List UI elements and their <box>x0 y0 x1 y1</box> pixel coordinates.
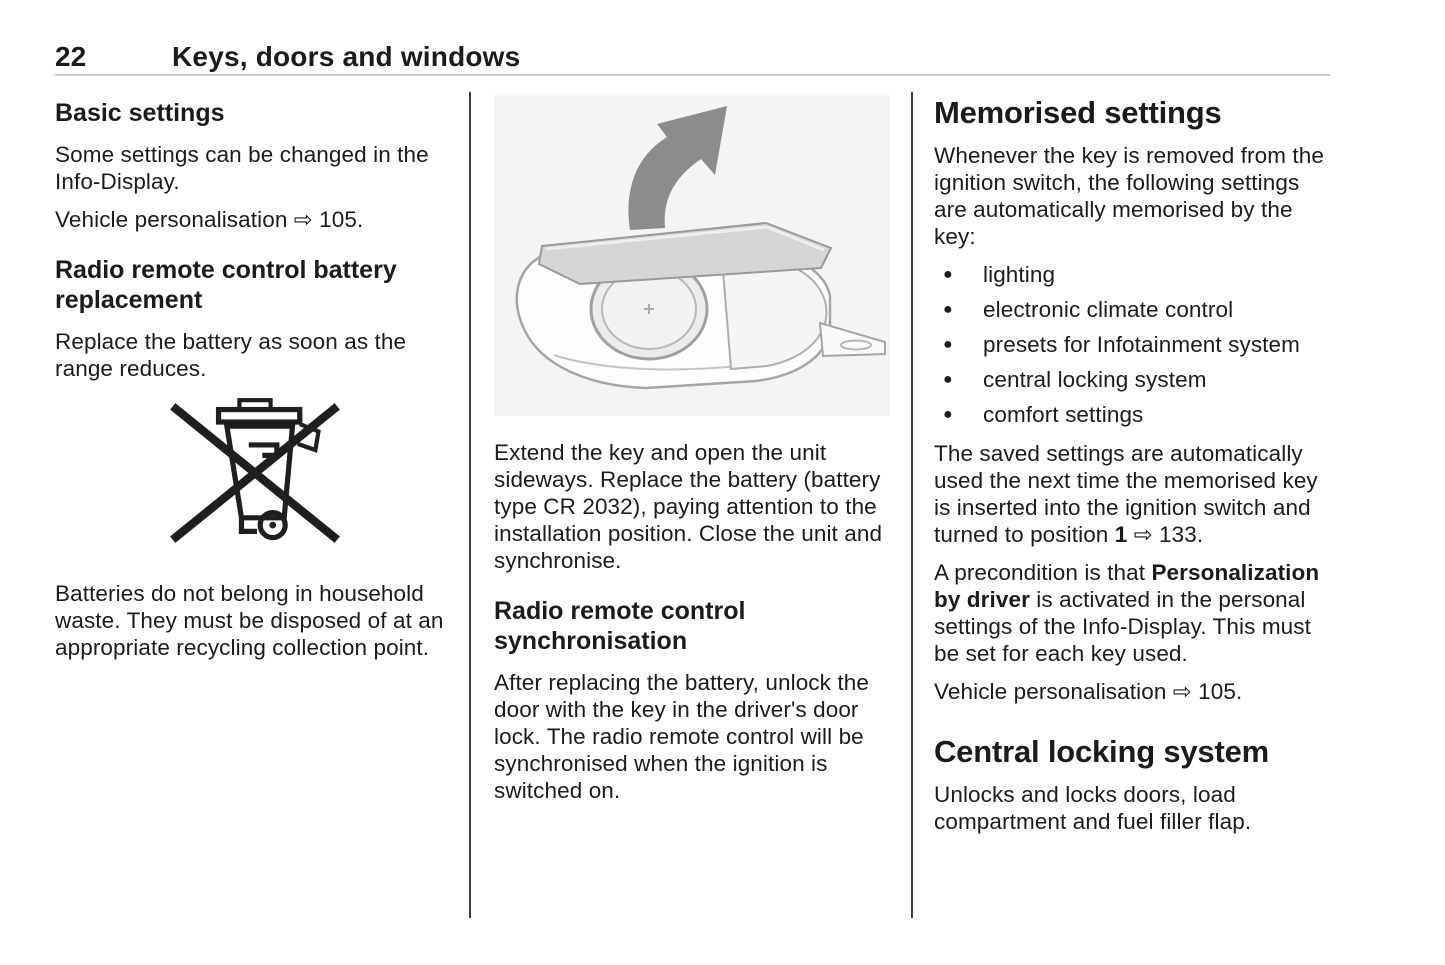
central-locking-heading: Central locking system <box>934 734 1269 769</box>
personalization-by-driver-term: Personalization by driver <box>934 560 1320 612</box>
memorised-settings-intro: Whenever the key is removed from the ignition switch, the following settings are automatically memorised by the key: <box>934 143 1325 249</box>
memorised-settings-list <box>934 261 1334 428</box>
page-number: 22 <box>55 41 87 72</box>
basic-settings-crossref: Vehicle personalisation ⇨ 105. <box>55 207 364 232</box>
saved-settings-crossref: ⇨ 133. <box>1127 522 1204 547</box>
battery-disposal-paragraph: Batteries do not belong in household waste. They must be disposed of at an appropriate recycling collection point. <box>55 581 444 660</box>
precondition-paragraph <box>934 559 1334 667</box>
list-item: ● comfort settings <box>934 401 1334 428</box>
column-divider-left <box>469 92 471 918</box>
precondition-text-start: A precondition is that <box>934 560 1152 585</box>
vehicle-personalisation-crossref: Vehicle personalisation ⇨ 105. <box>934 679 1243 704</box>
column-divider-right <box>911 92 913 918</box>
battery-replacement-heading: Radio remote control battery replacement <box>55 256 397 314</box>
synchronisation-paragraph: After replacing the battery, unlock the door with the key in the driver's door lock. The radio remote control will be synchronised when the ignition is switched on. <box>494 670 869 803</box>
page-header <box>55 41 520 73</box>
column-battery-instructions <box>494 95 892 815</box>
ignition-position-number: 1 <box>1114 522 1128 547</box>
weee-symbol-block <box>55 396 455 554</box>
chapter-title: Keys, doors and windows <box>172 41 521 72</box>
list-item: ● central locking system <box>934 366 1334 393</box>
saved-settings-text: The saved settings are automatically used the next time the memorised key is inserted into the ignition switch and turned to position <box>934 441 1318 547</box>
basic-settings-paragraph: Some settings can be changed in the Info-Display. <box>55 142 429 194</box>
basic-settings-heading: Basic settings <box>55 99 225 127</box>
saved-settings-paragraph <box>934 440 1334 548</box>
column-memorised-settings <box>934 95 1334 846</box>
header-rule <box>55 74 1330 76</box>
key-battery-illustration <box>494 95 890 416</box>
column-basic-settings <box>55 95 455 672</box>
list-item: ● electronic climate control <box>934 296 1334 323</box>
flip-key-illustration-graphic <box>494 95 890 416</box>
synchronisation-heading: Radio remote control synchronisation <box>494 597 746 655</box>
memorised-settings-heading: Memorised settings <box>934 95 1222 130</box>
central-locking-paragraph: Unlocks and locks doors, load compartment and fuel filler flap. <box>934 782 1252 834</box>
battery-replacement-paragraph: Replace the battery as soon as the range reduces. <box>55 329 407 381</box>
precondition-text-end: is activated in the personal settings of the Info-Display. This must be set for each key used. <box>934 587 1311 666</box>
list-item: ● presets for Infotainment system <box>934 331 1334 358</box>
battery-change-paragraph: Extend the key and open the unit sideways. Replace the battery (battery type CR 2032), paying attention to the installation position. Close the unit and synchronise. <box>494 440 883 573</box>
list-item: ● lighting <box>934 261 1334 288</box>
crossed-out-wheelie-bin-icon <box>166 396 344 548</box>
